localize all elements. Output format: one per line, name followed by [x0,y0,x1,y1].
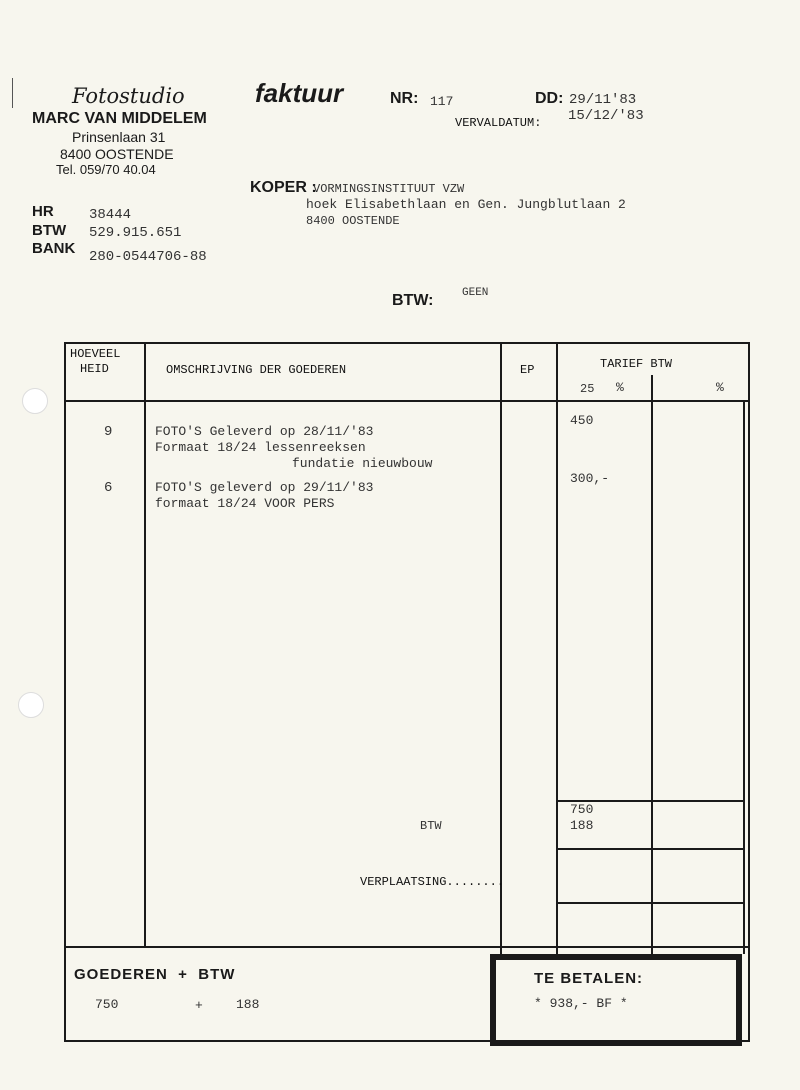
header-ep: EP [520,363,535,377]
col-divider-qty [144,342,146,948]
row2-desc2: formaat 18/24 VOOR PERS [155,496,335,511]
header-tarief: TARIEF BTW [600,357,673,371]
col-right-edge [743,400,745,954]
header-pct2: % [716,380,724,395]
vervaldatum-label: VERVALDATUM: [455,116,542,130]
btw-row-label: BTW [420,819,442,833]
row2-amount: 300,- [570,471,610,486]
verplaatsing-label: VERPLAATSING........ [360,875,505,889]
footer-divider [64,946,750,948]
btw-id-value: 529.915.651 [89,225,182,241]
btw-line [556,848,745,850]
btw-row-amount: 188 [570,818,594,833]
studio-tel: Tel. 059/70 40.04 [56,162,156,177]
hr-label: HR [32,203,54,220]
punch-hole [18,692,44,718]
table-header-divider [64,400,750,402]
nr-value: 117 [430,94,454,109]
margin-mark [12,78,13,108]
row2-qty: 6 [104,480,113,496]
btw-value: GEEN [462,287,489,299]
header-heid: HEID [80,362,109,376]
footer-btw-value: 188 [236,997,260,1012]
koper-label: KOPER : [250,179,317,196]
invoice-title: faktuur [255,78,344,108]
punch-hole [22,388,48,414]
subtotal-value: 750 [570,802,594,817]
dd-value: 29/11'83 [569,92,637,108]
btw-id-label: BTW [32,222,67,239]
col-divider-ep [556,342,558,954]
header-pct1: 25 [580,382,595,396]
bank-label: BANK [32,240,76,257]
verplaatsing-line [556,902,745,904]
studio-street: Prinsenlaan 31 [72,129,166,145]
vervaldatum-value: 15/12/'83 [568,108,644,124]
row1-amount: 450 [570,413,594,428]
koper-line3: 8400 OOSTENDE [306,214,400,228]
bank-value: 280-0544706-88 [89,249,207,265]
btw-label: BTW: [392,292,434,309]
row1-qty: 9 [104,424,113,440]
studio-script-name: Fotostudio [72,84,185,108]
nr-label: NR: [390,90,419,107]
studio-name: MARC VAN MIDDELEM [32,110,207,127]
footer-plus: + [195,998,203,1013]
row1-desc3: fundatie nieuwbouw [292,456,433,471]
studio-city: 8400 OOSTENDE [60,146,174,162]
col-divider-tarief [651,375,653,954]
te-betalen-label: TE BETALEN: [534,970,644,987]
koper-line1: VORMINGSINSTITUUT VZW [313,182,465,196]
header-omschrijving: OMSCHRIJVING DER GOEDEREN [166,363,347,377]
header-pct-sym: % [616,380,624,395]
koper-line2: hoek Elisabethlaan en Gen. Jungblutlaan 2 [306,197,626,212]
row1-desc1: FOTO'S Geleverd op 28/11/'83 [155,424,374,439]
header-hoeveel: HOEVEEL [70,347,121,361]
te-betalen-value: * 938,- BF * [534,996,628,1011]
goederen-value: 750 [95,997,119,1012]
row2-desc1: FOTO'S geleverd op 29/11/'83 [155,480,374,495]
goederen-btw-label: GOEDEREN + BTW [74,966,236,983]
col-divider-desc [500,342,502,954]
hr-value: 38444 [89,207,132,223]
dd-label: DD: [535,90,564,107]
row1-desc2: Formaat 18/24 lessenreeksen [155,440,366,455]
